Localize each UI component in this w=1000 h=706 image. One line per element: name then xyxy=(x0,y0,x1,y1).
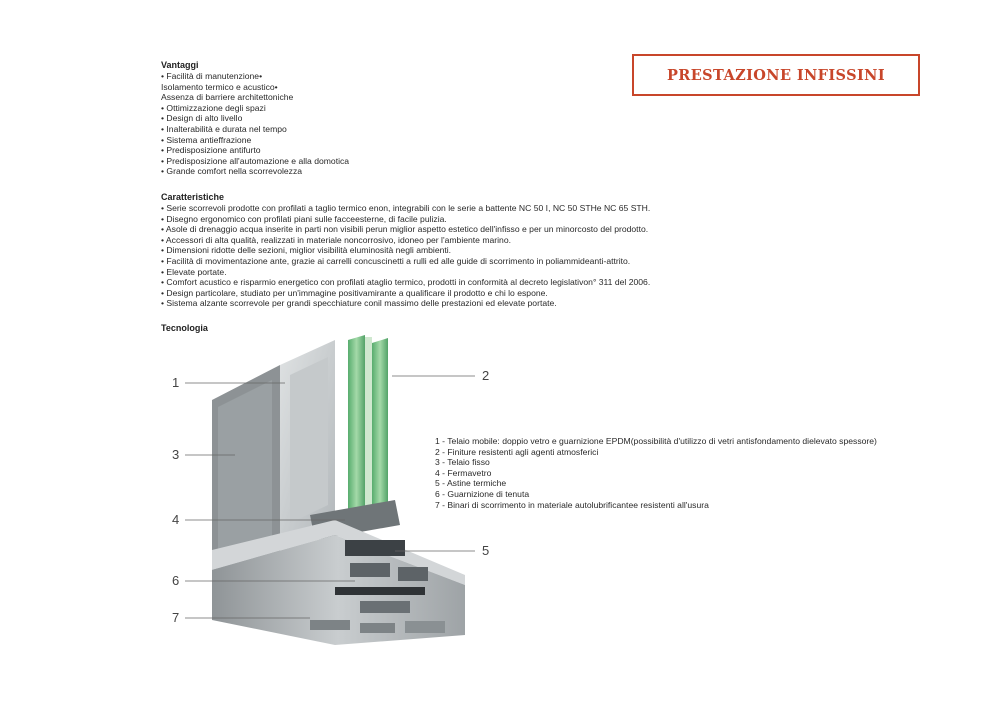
sash-edge xyxy=(290,357,328,523)
legend-item: 3 - Telaio fisso xyxy=(435,457,490,468)
list-item: • Sistema antieffrazione xyxy=(161,134,252,145)
rail-3 xyxy=(405,621,445,633)
chamber-2 xyxy=(398,567,428,581)
list-item: • Design particolare, studiato per un'immagine positivamirante a qualificare il prodotto e chi lo espone. xyxy=(161,287,548,298)
list-item: • Accessori di alta qualità, realizzati in materiale noncorrosivo, idoneo per l'ambiente marino. xyxy=(161,234,512,245)
legend-item: 5 - Astine termiche xyxy=(435,478,507,489)
list-item: • Asole di drenaggio acqua inserite in parti non visibili perun miglior aspetto estetico dell'infisso e per un minorcosto del prodotto. xyxy=(161,224,649,235)
chamber-1 xyxy=(350,563,390,577)
vantaggi-section xyxy=(161,60,349,177)
list-item: • Serie scorrevoli prodotte con profilati a taglio termico enon, integrabili con le serie a battente NC 50 I, NC 50 STHe NC 65 STH. xyxy=(161,203,651,213)
list-item: • Facilità di movimentazione ante, grazie ai carrelli concuscinetti a rulli ed alle guide di scorrimento in poliammideanti-attrito. xyxy=(161,255,631,266)
rail-1 xyxy=(310,620,350,630)
caratteristiche-section xyxy=(161,192,650,309)
legend-item: 6 - Guarnizione di tenuta xyxy=(435,488,530,499)
list-item: • Design di alto livello xyxy=(161,113,243,124)
tecnologia-legend xyxy=(435,436,877,510)
list-item: • Elevate portate. xyxy=(161,266,227,277)
list-item: • Comfort acustico e risparmio energetico con profilati ataglio termico, prodotti in conformità al decreto legislativon° 311 del 2006. xyxy=(161,277,651,288)
tecnologia-heading: Tecnologia xyxy=(161,323,208,333)
page-title: PRESTAZIONE INFISSINI xyxy=(666,66,886,84)
thermal-break xyxy=(345,540,405,556)
chamber-3 xyxy=(360,601,410,613)
callout-4: 4 xyxy=(172,512,180,527)
list-item: • Facilità di manutenzione• xyxy=(161,71,263,81)
page-title-box xyxy=(632,54,920,96)
list-item: • Predisposizione antifurto xyxy=(161,145,261,156)
legend-item: 7 - Binari di scorrimento in materiale autolubrificantee resistenti all'usura xyxy=(435,499,709,510)
list-item: • Ottimizzazione degli spazi xyxy=(161,102,266,113)
list-item: Isolamento termico e acustico• xyxy=(161,81,278,92)
glass-pane-inner xyxy=(372,338,388,523)
callout-5: 5 xyxy=(482,543,490,558)
legend-item: 1 - Telaio mobile: doppio vetro e guarnizione EPDM(possibilità d'utilizzo di vetri antisfondamento dielevato spessore) xyxy=(435,436,877,446)
glass-pane-outer xyxy=(348,335,365,527)
vantaggi-heading: Vantaggi xyxy=(161,60,199,70)
list-item: • Dimensioni ridotte delle sezioni, miglior visibilità eluminosità negli ambienti. xyxy=(161,245,452,256)
seal-strip xyxy=(335,587,425,595)
list-item: • Grande comfort nella scorrevolezza xyxy=(161,166,303,177)
tecnologia-section xyxy=(161,323,208,334)
list-item: Assenza di barriere architettoniche xyxy=(161,92,294,103)
callout-3: 3 xyxy=(172,447,180,462)
glass-edge-strip xyxy=(365,337,372,523)
legend-item: 4 - Fermavetro xyxy=(435,467,492,478)
callout-1: 1 xyxy=(172,375,180,390)
list-item: • Predisposizione all'automazione e alla domotica xyxy=(161,155,350,166)
callout-6: 6 xyxy=(172,573,180,588)
callout-2: 2 xyxy=(482,368,490,383)
legend-item: 2 - Finiture resistenti agli agenti atmosferici xyxy=(435,446,599,457)
callout-7: 7 xyxy=(172,610,180,625)
caratteristiche-heading: Caratteristiche xyxy=(161,192,225,202)
list-item: • Sistema alzante scorrevole per grandi specchiature conil massimo delle prestazioni ed elevate portate. xyxy=(161,298,557,309)
list-item: • Disegno ergonomico con profilati piani sulle facceesterne, di facile pulizia. xyxy=(161,213,447,224)
rail-2 xyxy=(360,623,395,633)
list-item: • Inalterabilità e durata nel tempo xyxy=(161,123,287,134)
